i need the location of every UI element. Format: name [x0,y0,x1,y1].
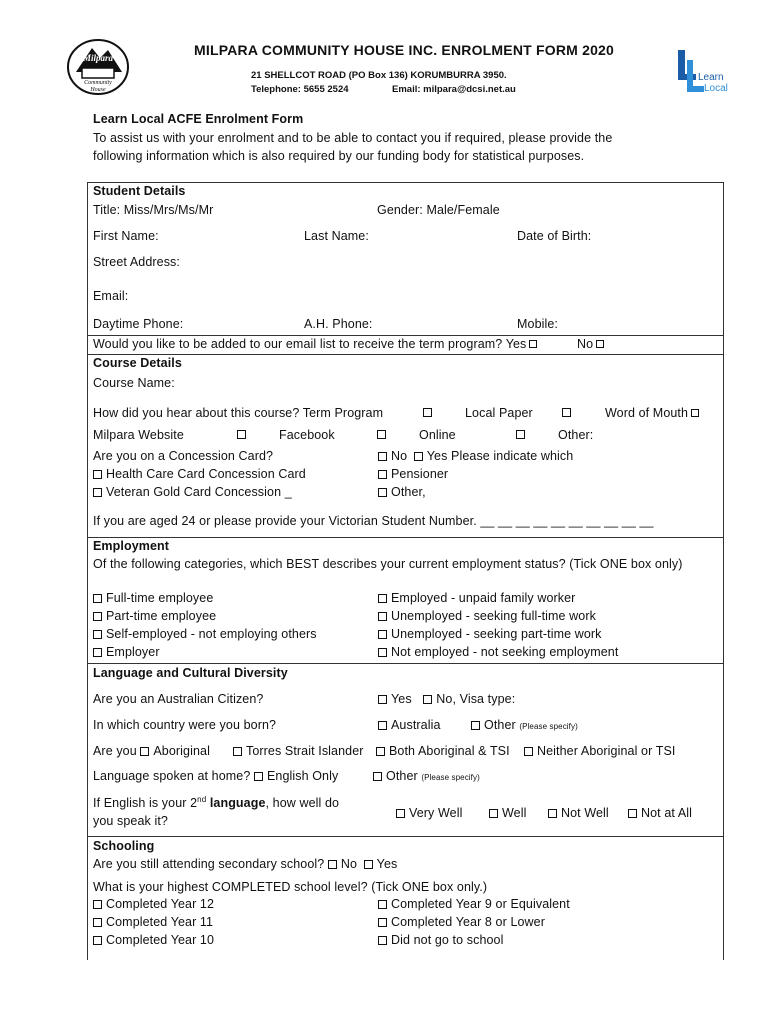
daytime-phone-field[interactable]: Daytime Phone: [93,317,184,331]
mailing-no-option [577,337,604,351]
header-email: Email: milpara@dcsi.net.au [392,84,516,95]
checkbox[interactable] [378,900,387,909]
course-name-field[interactable]: Course Name: [93,376,175,390]
school-level-option [378,933,504,947]
checkbox[interactable] [93,594,102,603]
aboriginal-checkbox[interactable] [140,747,149,756]
both-label: Both Aboriginal & TSI [389,744,510,758]
english-only-label: English Only [266,769,339,783]
language-heading: Language and Cultural Diversity [93,666,288,680]
language-home-option [93,769,338,783]
still-attending-question [93,857,397,871]
torres-checkbox[interactable] [233,747,242,756]
neither-option [524,744,675,758]
other-language-label: Other [386,769,418,783]
citizen-no-checkbox[interactable] [423,695,432,704]
svg-text:Milpara: Milpara [82,53,114,63]
pensioner-checkbox[interactable] [378,470,387,479]
intro-heading: Learn Local ACFE Enrolment Form [93,112,304,126]
mobile-field[interactable]: Mobile: [517,317,558,331]
employment-label: Not employed - not seeking employment [391,645,619,659]
divider [87,663,724,664]
online-checkbox[interactable] [516,430,525,439]
concession-no-option [378,449,573,463]
well-option [489,806,526,820]
both-option [376,744,510,758]
divider [87,335,724,336]
second-language-question [93,791,339,830]
still-attending-label: Are you still attending secondary school? [93,857,325,871]
born-question: In which country were you born? [93,718,277,732]
svg-text:Community: Community [84,80,112,86]
house-logo-icon [66,38,130,96]
checkbox[interactable] [378,630,387,639]
indigenous-options [93,744,210,758]
hear-question: How did you hear about this course? Term Program [93,406,384,420]
local-paper-checkbox[interactable] [562,408,571,417]
not-well-option [548,806,609,820]
mailing-no-label: No [577,337,594,351]
checkbox[interactable] [378,594,387,603]
school-level-label: Completed Year 12 [106,897,215,911]
learn-text: Learn [698,72,724,83]
school-level-label: Completed Year 8 or Lower [391,915,545,929]
concession-no-checkbox[interactable] [378,452,387,461]
second-lang-sup: nd [197,795,207,804]
first-name-field[interactable]: First Name: [93,229,159,243]
street-address-field[interactable]: Street Address: [93,255,180,269]
form-title: MILPARA COMMUNITY HOUSE INC. ENROLMENT FORM 2020 [194,42,615,58]
other-concession-option [378,485,426,499]
well-checkbox[interactable] [489,809,498,818]
checkbox[interactable] [93,648,102,657]
school-level-option [378,915,545,929]
employment-label: Employed - unpaid family worker [391,591,576,605]
learn-local-logo [676,50,736,96]
employment-label: Unemployed - seeking part-time work [391,627,602,641]
checkbox[interactable] [93,612,102,621]
divider [87,354,724,355]
torres-label: Torres Strait Islander [246,744,364,758]
school-level-question: What is your highest COMPLETED school level? (Tick ONE box only.) [93,880,488,894]
employment-label: Self-employed - not employing others [106,627,317,641]
not-well-label: Not Well [561,806,609,820]
australia-checkbox[interactable] [378,721,387,730]
other-source-field[interactable]: Other: [558,428,594,442]
born-other-label: Other [484,718,516,732]
header-address: 21 SHELLCOT ROAD (PO Box 136) KORUMBURRA 3950. [251,70,507,81]
citizen-yes-label: Yes [391,692,412,706]
torres-option [233,744,364,758]
please-specify: (Please specify) [421,773,480,782]
form-frame [87,182,724,960]
employment-option [93,627,317,641]
veteran-option [93,485,292,499]
citizen-options [378,692,515,706]
born-australia-option [378,718,441,732]
online-label: Online [419,428,456,442]
email-field[interactable]: Email: [93,289,129,303]
term-program-checkbox[interactable] [423,408,432,417]
very-well-label: Very Well [409,806,463,820]
dob-field[interactable]: Date of Birth: [517,229,592,243]
second-lang-bold: language [209,796,266,811]
neither-checkbox[interactable] [524,747,533,756]
employment-option [378,645,618,659]
still-no-label: No [340,857,358,871]
checkbox[interactable] [93,936,102,945]
very-well-checkbox[interactable] [396,809,405,818]
header-telephone: Telephone: 5655 2524 [251,84,349,95]
checkbox[interactable] [378,918,387,927]
milpara-website-label: Milpara Website [93,428,184,442]
checkbox[interactable] [93,918,102,927]
health-care-checkbox[interactable] [93,470,102,479]
school-level-label: Completed Year 9 or Equivalent [391,897,570,911]
word-of-mouth-label: Word of Mouth [605,406,689,420]
other-concession-label: Other, [391,485,426,499]
milpara-logo [66,38,130,96]
mailing-no-checkbox[interactable] [596,340,604,348]
school-level-label: Completed Year 10 [106,933,215,947]
employment-option [93,645,160,659]
health-care-option [93,467,306,481]
vsn-field[interactable]: If you are aged 24 or please provide your Victorian Student Number. __ __ __ __ __ __ __ __ __ __ [93,514,654,528]
course-heading: Course Details [93,356,182,370]
title-field[interactable]: Title: Miss/Mrs/Ms/Mr [93,203,214,217]
employment-label: Employer [106,645,160,659]
other-language-option [373,769,480,783]
mailing-list-question [93,337,537,351]
checkbox[interactable] [378,648,387,657]
born-other-option [471,718,578,732]
school-level-option [93,933,214,947]
both-checkbox[interactable] [376,747,385,756]
word-of-mouth-option [605,406,699,420]
school-level-option [93,897,214,911]
concession-yes-label: Yes Please indicate which [426,449,574,463]
concession-no-label: No [391,449,408,463]
checkbox[interactable] [93,900,102,909]
still-yes-label: Yes [376,857,398,871]
schooling-heading: Schooling [93,839,155,853]
word-of-mouth-checkbox[interactable] [691,409,699,417]
last-name-field[interactable]: Last Name: [304,229,369,243]
intro-line-1: To assist us with your enrolment and to be able to contact you if required, please provide the [93,131,613,145]
employment-label: Full-time employee [106,591,214,605]
facebook-checkbox[interactable] [377,430,386,439]
school-level-option [93,915,213,929]
not-at-all-option [628,806,692,820]
facebook-label: Facebook [279,428,335,442]
employment-option [378,627,602,641]
not-at-all-label: Not at All [641,806,693,820]
pensioner-option [378,467,448,481]
citizen-no-label: No, Visa type: [436,692,516,706]
divider [87,537,724,538]
school-level-label: Completed Year 11 [106,915,214,929]
divider [87,836,724,837]
local-paper-label: Local Paper [465,406,533,420]
mailing-yes-checkbox[interactable] [529,340,537,348]
english-only-checkbox[interactable] [254,772,263,781]
are-you-label: Are you [93,744,137,758]
pensioner-label: Pensioner [391,467,449,481]
citizen-yes-checkbox[interactable] [378,695,387,704]
still-no-checkbox[interactable] [328,860,337,869]
very-well-option [396,806,462,820]
svg-text:House: House [90,87,106,93]
not-well-checkbox[interactable] [548,809,557,818]
intro-line-2: following information which is also required by our funding body for statistical purposes. [93,149,585,163]
other-concession-checkbox[interactable] [378,488,387,497]
school-level-option [378,897,570,911]
gender-field[interactable]: Gender: Male/Female [377,203,500,217]
checkbox[interactable] [378,612,387,621]
school-level-label: Did not go to school [391,933,504,947]
second-lang-line-2: you speak it? [93,814,168,829]
milpara-website-checkbox[interactable] [237,430,246,439]
citizen-question: Are you an Australian Citizen? [93,692,264,706]
australia-label: Australia [391,718,441,732]
employment-question: Of the following categories, which BEST describes your current employment status? (Tick ONE box only) [93,557,683,571]
checkbox[interactable] [378,936,387,945]
other-language-checkbox[interactable] [373,772,382,781]
second-lang-text: If English is your 2 [93,796,198,811]
employment-label: Unemployed - seeking full-time work [391,609,596,623]
mailing-list-label: Would you like to be added to our email list to receive the term program? Yes [93,337,527,351]
not-at-all-checkbox[interactable] [628,809,637,818]
health-care-label: Health Care Card Concession Card [106,467,306,481]
employment-option [93,609,216,623]
student-heading: Student Details [93,184,186,198]
employment-option [378,609,596,623]
concession-yes-checkbox[interactable] [414,452,423,461]
employment-option [378,591,575,605]
checkbox[interactable] [93,630,102,639]
employment-label: Part-time employee [106,609,217,623]
well-label: Well [502,806,527,820]
language-home-label: Language spoken at home? [93,769,251,783]
neither-label: Neither Aboriginal or TSI [537,744,676,758]
veteran-checkbox[interactable] [93,488,102,497]
veteran-label: Veteran Gold Card Concession _ [106,485,292,499]
employment-heading: Employment [93,539,170,553]
second-lang-post: , how well do [265,796,340,811]
employment-option [93,591,213,605]
still-yes-checkbox[interactable] [364,860,373,869]
ah-phone-field[interactable]: A.H. Phone: [304,317,373,331]
aboriginal-label: Aboriginal [153,744,210,758]
born-other-checkbox[interactable] [471,721,480,730]
concession-question: Are you on a Concession Card? [93,449,274,463]
local-text: Local [704,83,728,94]
please-specify: (Please specify) [519,722,578,731]
